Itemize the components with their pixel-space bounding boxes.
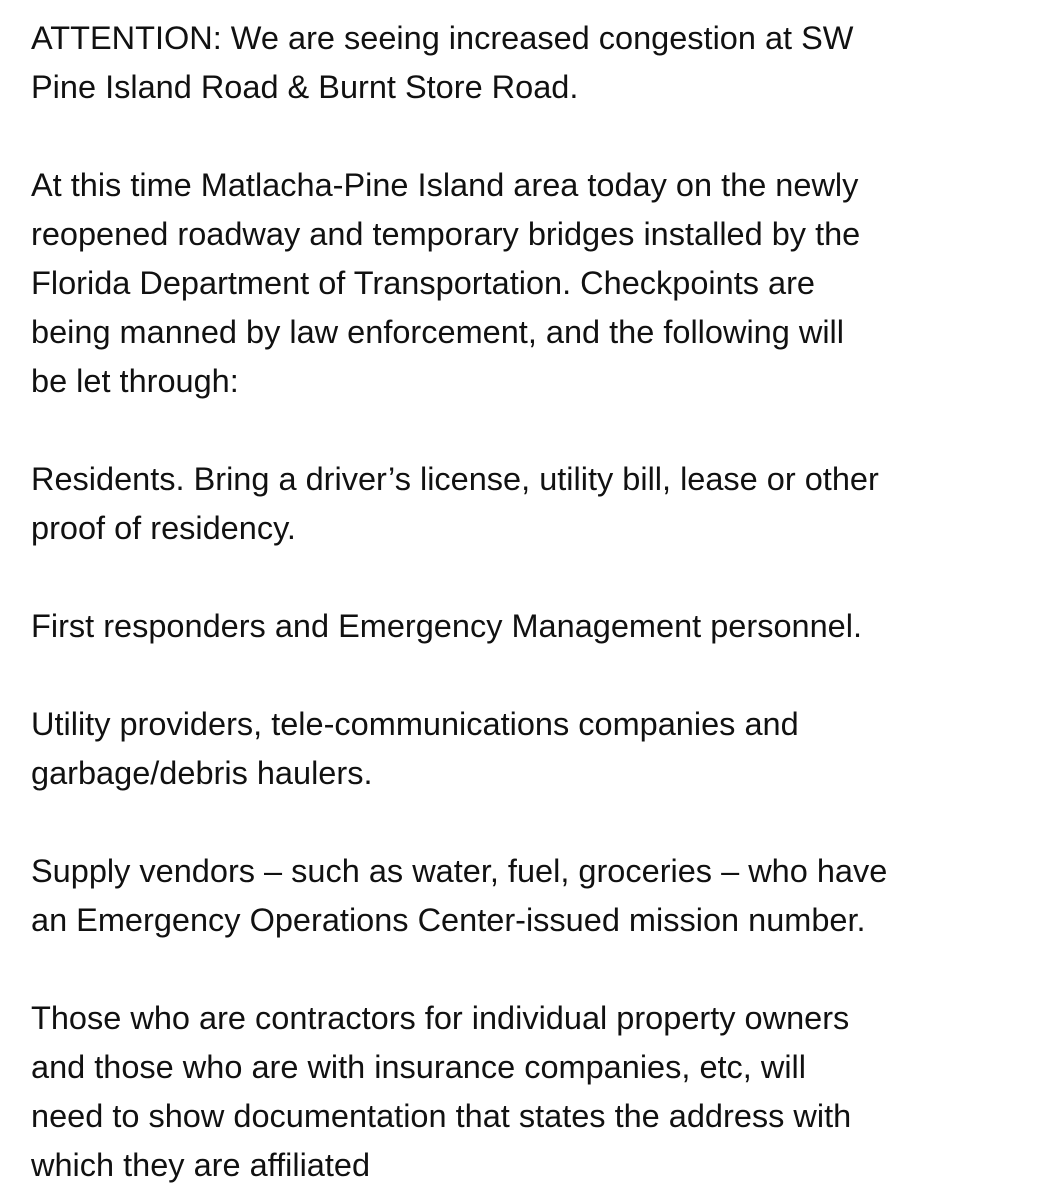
text-line: Pine Island Road & Burnt Store Road. [31, 69, 579, 105]
text-line: garbage/debris haulers. [31, 755, 373, 791]
residents-paragraph [31, 455, 1021, 553]
utility-providers-paragraph [31, 700, 1021, 798]
text-line: be let through: [31, 363, 239, 399]
text-line: Utility providers, tele-communications companies and [31, 706, 799, 742]
text-line: which they are affiliated [31, 1147, 371, 1183]
text-line: First responders and Emergency Management personnel. [31, 608, 862, 644]
text-line: being manned by law enforcement, and the following will [31, 314, 844, 350]
text-line: and those who are with insurance companies, etc, will [31, 1049, 806, 1085]
text-line: Florida Department of Transportation. Checkpoints are [31, 265, 815, 301]
text-line: an Emergency Operations Center-issued mission number. [31, 902, 866, 938]
supply-vendors-paragraph [31, 847, 1021, 945]
text-line: reopened roadway and temporary bridges installed by the [31, 216, 861, 252]
contractors-paragraph [31, 994, 1021, 1190]
text-line: need to show documentation that states the address with [31, 1098, 852, 1134]
text-line: Supply vendors – such as water, fuel, groceries – who have [31, 853, 888, 889]
text-line: Residents. Bring a driver’s license, utility bill, lease or other [31, 461, 879, 497]
text-line: proof of residency. [31, 510, 296, 546]
attention-paragraph [31, 14, 1021, 112]
text-line: At this time Matlacha-Pine Island area today on the newly [31, 167, 859, 203]
text-line: Those who are contractors for individual property owners [31, 1000, 850, 1036]
first-responders-paragraph [31, 602, 1021, 651]
checkpoint-paragraph [31, 161, 1021, 406]
note-body [31, 14, 1021, 1190]
text-line: ATTENTION: We are seeing increased congestion at SW [31, 20, 854, 56]
